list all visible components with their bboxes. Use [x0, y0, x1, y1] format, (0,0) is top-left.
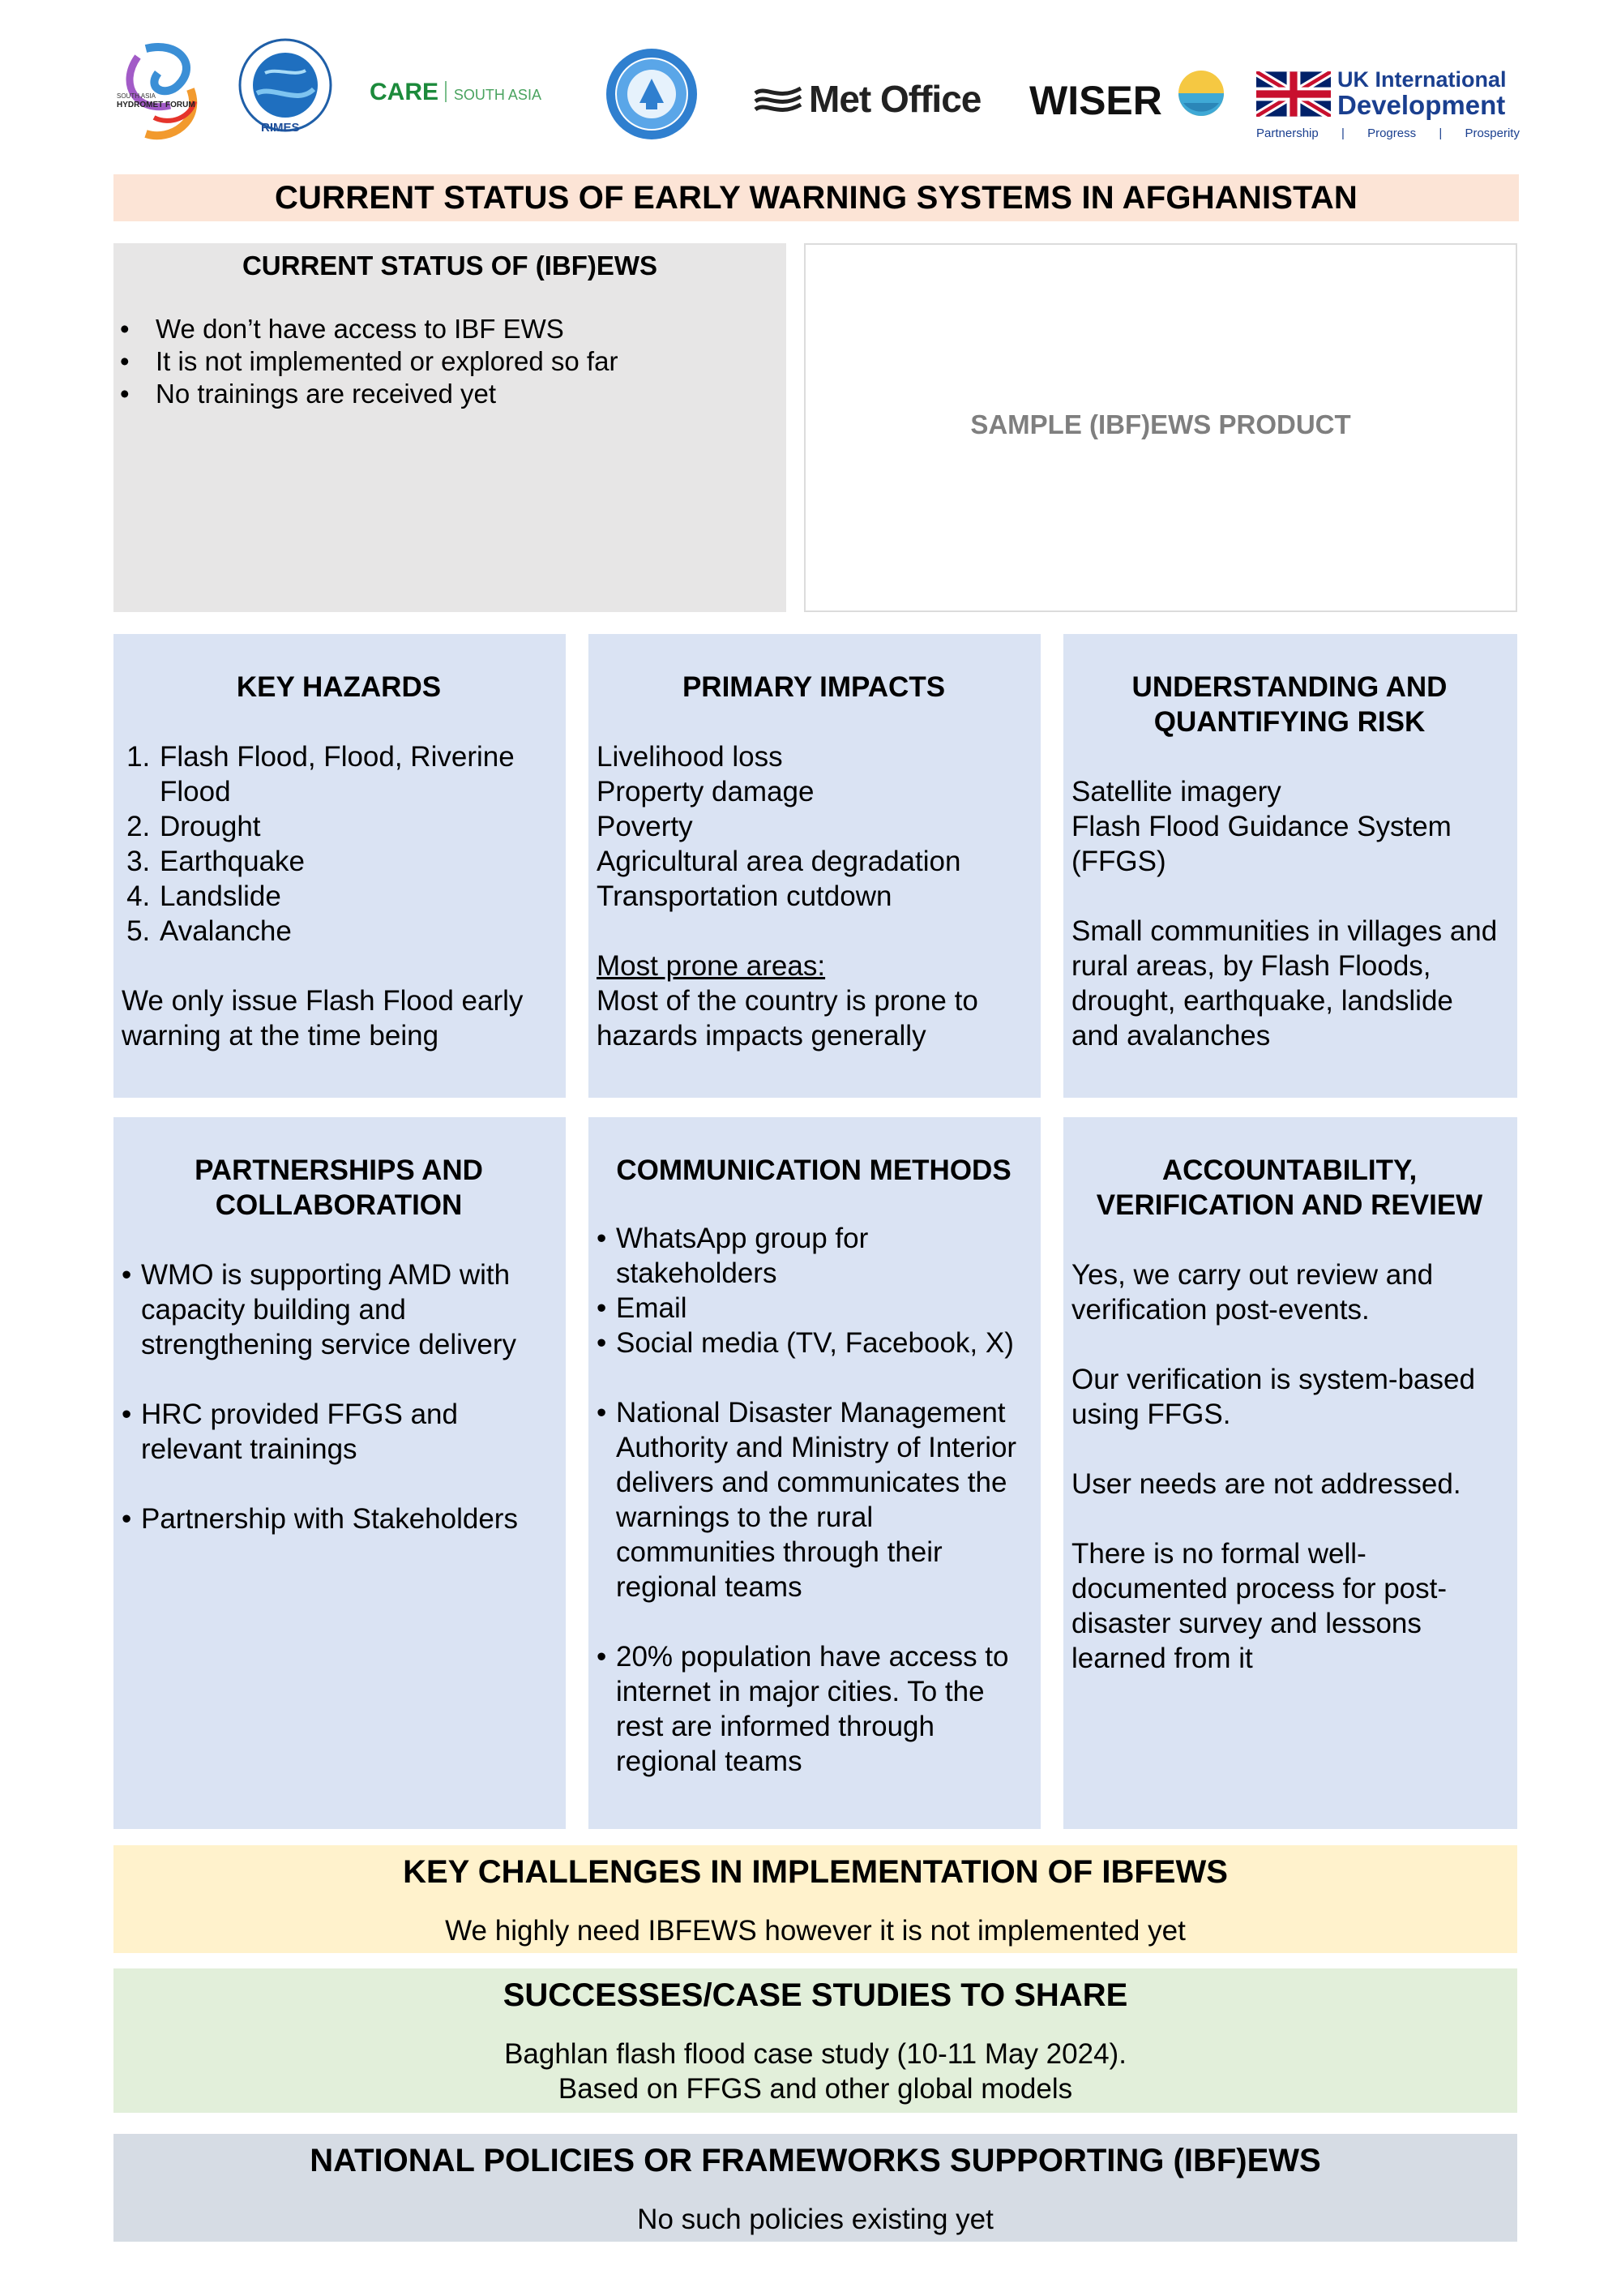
- amd-seal-logo: [604, 46, 699, 142]
- risk-item: Satellite imagery: [1071, 776, 1281, 807]
- current-status-item: • It is not implemented or explored so far: [120, 346, 618, 376]
- met-office-logo: [754, 77, 1013, 118]
- ukid-tag-progress: Progress: [1367, 126, 1417, 140]
- current-status-panel: [113, 243, 786, 612]
- current-status-list: [113, 313, 618, 410]
- care-logo: [370, 79, 564, 111]
- communication-list: [597, 1639, 1031, 1779]
- key-hazards-note: We only issue Flash Flood early warning at the time being: [122, 985, 524, 1052]
- communication-item: • 20% population have access to internet in major cities. To the rest are informed through regional teams: [597, 1639, 1031, 1779]
- accountability-paragraph: Yes, we carry out review and verification post-events.: [1071, 1259, 1434, 1326]
- wiser-sun-icon: [1177, 69, 1225, 118]
- successes-line2: Based on FFGS and other global models: [558, 2073, 1073, 2105]
- challenges-heading: KEY CHALLENGES IN IMPLEMENTATION OF IBFEWS: [403, 1854, 1228, 1890]
- accountability-heading-line1: ACCOUNTABILITY,: [1161, 1154, 1418, 1186]
- care-divider: [445, 81, 447, 102]
- communication-item: • National Disaster Management Authority and Ministry of Interior delivers and communicates the warnings to the rural communities through their regional teams: [597, 1395, 1031, 1604]
- primary-impacts-panel: [588, 634, 1041, 1098]
- ukid-line2: Development: [1337, 90, 1506, 120]
- key-hazards-panel: [113, 634, 566, 1098]
- care-sub-text: SOUTH ASIA: [453, 87, 541, 103]
- challenges-band: [113, 1845, 1517, 1953]
- challenges-text: We highly need IBFEWS however it is not implemented yet: [445, 1915, 1186, 1947]
- amd-seal-icon: [604, 46, 699, 142]
- wiser-logo: [1029, 69, 1232, 126]
- accountability-paragraph: Our verification is system-based using FFGS.: [1071, 1364, 1475, 1430]
- rimes-logo: [237, 36, 334, 142]
- understanding-risk-panel: [1063, 634, 1517, 1098]
- partnership-item: • Partnership with Stakeholders: [122, 1501, 556, 1536]
- impact-item: Poverty: [597, 811, 693, 842]
- understanding-risk-heading-line1: UNDERSTANDING AND: [1131, 671, 1448, 703]
- communication-list: [597, 1221, 1031, 1360]
- hazard-item: 1. Flash Flood, Flood, Riverine Flood: [158, 739, 556, 809]
- partnerships-list: [122, 1257, 556, 1362]
- key-hazards-list: [122, 739, 556, 949]
- current-status-item: • No trainings are received yet: [120, 379, 497, 409]
- partnerships-heading: [122, 1153, 556, 1223]
- ukid-tag-partnership: Partnership: [1256, 126, 1319, 140]
- ukid-tag-separator: |: [1439, 126, 1443, 140]
- accountability-heading-line2: VERIFICATION AND REVIEW: [1096, 1189, 1483, 1221]
- accountability-paragraph: User needs are not addressed.: [1071, 1468, 1461, 1500]
- partnerships-list: [122, 1397, 556, 1467]
- understanding-risk-heading-line2: QUANTIFYING RISK: [1153, 706, 1426, 738]
- met-office-label: Met Office: [809, 78, 982, 120]
- hydromet-forum-logo: [113, 41, 219, 146]
- communication-item: • WhatsApp group for stakeholders: [597, 1221, 1031, 1291]
- current-status-item: • We don’t have access to IBF EWS: [120, 314, 564, 344]
- successes-heading: SUCCESSES/CASE STUDIES TO SHARE: [503, 1977, 1128, 2013]
- policies-text: No such policies existing yet: [637, 2204, 994, 2235]
- prone-areas-text: Most of the country is prone to hazards impacts generally: [597, 985, 978, 1052]
- prone-areas-heading: Most prone areas:: [597, 950, 826, 982]
- risk-item: Flash Flood Guidance System (FFGS): [1071, 811, 1452, 877]
- hazard-item: 3. Earthquake: [158, 844, 556, 879]
- sample-product-label: SAMPLE (IBF)EWS PRODUCT: [970, 409, 1351, 439]
- met-office-wave-icon: [754, 84, 802, 116]
- hydromet-line2: HYDROMET FORUM: [117, 101, 195, 109]
- union-flag-icon: [1256, 71, 1331, 117]
- ukid-tagline: [1256, 126, 1520, 140]
- logo-strip: [105, 36, 1524, 150]
- wiser-label: WISER: [1029, 78, 1162, 123]
- hazard-item: 4. Landslide: [158, 879, 556, 914]
- accountability-heading: [1071, 1153, 1508, 1223]
- policies-heading: NATIONAL POLICIES OR FRAMEWORKS SUPPORTING (IBF)EWS: [310, 2143, 1321, 2178]
- partnership-item: • WMO is supporting AMD with capacity building and strengthening service delivery: [122, 1257, 556, 1362]
- partnerships-heading-line1: PARTNERSHIPS AND: [195, 1154, 483, 1186]
- communication-panel: [588, 1117, 1041, 1829]
- partnerships-list: [122, 1501, 556, 1536]
- rimes-label: RIMES: [261, 121, 300, 135]
- page-title: CURRENT STATUS OF EARLY WARNING SYSTEMS IN AFGHANISTAN: [113, 174, 1519, 221]
- rimes-globe-icon: [237, 36, 334, 134]
- accountability-panel: [1063, 1117, 1517, 1829]
- primary-impacts-heading: PRIMARY IMPACTS: [682, 671, 946, 703]
- uk-international-development-logo: [1256, 67, 1524, 148]
- communication-heading: COMMUNICATION METHODS: [616, 1154, 1012, 1186]
- hazard-item: 5. Avalanche: [158, 914, 556, 949]
- impact-item: Agricultural area degradation: [597, 846, 961, 877]
- accountability-paragraph: There is no formal well-documented process for post-disaster survey and lessons learned from it: [1071, 1538, 1448, 1674]
- hazard-item: 2. Drought: [158, 809, 556, 844]
- impact-item: Property damage: [597, 776, 815, 807]
- hydromet-line1: SOUTH ASIA: [117, 92, 156, 100]
- ukid-tag-separator: |: [1341, 126, 1345, 140]
- impact-item: Transportation cutdown: [597, 880, 892, 912]
- successes-line1: Baghlan flash flood case study (10-11 May 2024).: [504, 2038, 1127, 2070]
- policies-band: [113, 2134, 1517, 2242]
- partnership-item: • HRC provided FFGS and relevant trainings: [122, 1397, 556, 1467]
- care-main-text: CARE: [370, 79, 439, 105]
- current-status-heading: CURRENT STATUS OF (IBF)EWS: [242, 251, 658, 281]
- communication-list: [597, 1395, 1031, 1604]
- communication-item: • Email: [597, 1291, 1031, 1326]
- key-hazards-heading: KEY HAZARDS: [236, 671, 442, 703]
- partnerships-heading-line2: COLLABORATION: [215, 1189, 463, 1221]
- communication-item: • Social media (TV, Facebook, X): [597, 1326, 1031, 1360]
- partnerships-panel: [113, 1117, 566, 1829]
- understanding-risk-note: Small communities in villages and rural areas, by Flash Floods, drought, earthquake, landslide and avalanches: [1071, 915, 1498, 1052]
- successes-band: [113, 1968, 1517, 2113]
- understanding-risk-heading: [1071, 670, 1508, 739]
- impact-item: Livelihood loss: [597, 741, 783, 773]
- ukid-tag-prosperity: Prosperity: [1465, 126, 1520, 140]
- ukid-line1: UK International: [1337, 67, 1507, 92]
- sample-product-panel: [804, 243, 1517, 612]
